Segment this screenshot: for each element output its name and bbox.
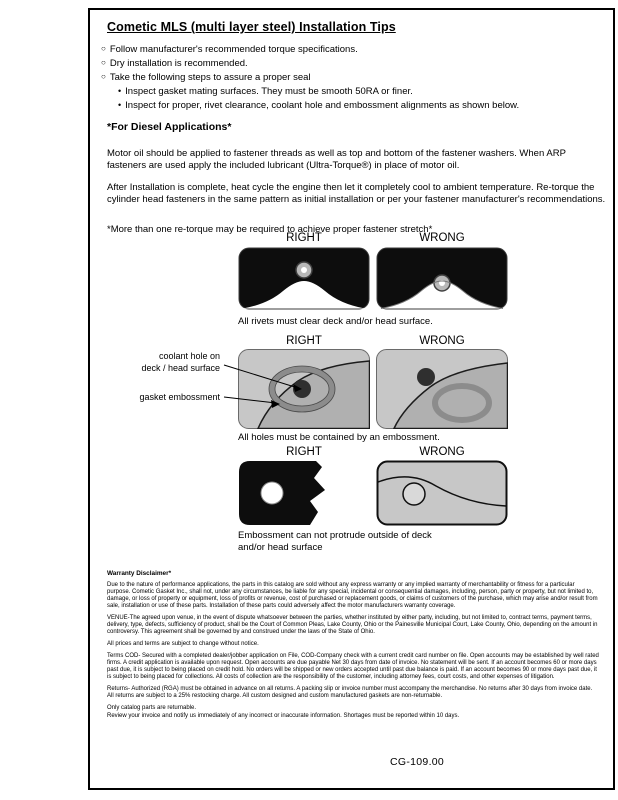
diagram-section — [90, 232, 613, 572]
diagram-protrusion-wrong-image — [376, 460, 508, 526]
bullet-dot-icon: • — [118, 100, 122, 110]
right-label: RIGHT — [286, 335, 322, 347]
tip-text: Inspect gasket mating surfaces. They must be smooth 50RA or finer. — [125, 86, 413, 97]
tip-text: Follow manufacturer's recommended torque specifications. — [109, 44, 358, 55]
disclaimer-paragraph: Due to the nature of performance applications, the parts in this catalog are sold without any express warranty or any implied warranty of merchantability or fitness for a particular purpose. Cometic Gasket Inc., shall not, under any circumstances, be liable for any special, incidental or consequential damages, including, person, party or property, but not limited to, damage, or loss of property or equipment, loss of profits or revenue, cost of purchased or replacement goods, or claims of customers of the purchase, which may arise and/or result from sale, installation or use of these parts. Installation of these parts could adversely affect the motor manufacturers warranty coverage. — [107, 581, 598, 610]
diagram-caption: Embossment can not protrude outside of deck and/or head surface — [238, 530, 432, 553]
wrong-label: WRONG — [419, 446, 465, 458]
diesel-paragraph: Motor oil should be applied to fastener threads as well as top and bottom of the fastener washers. When ARP fasteners are used apply the included lubricant (Ultra-Torque®) in place of motor oil. — [107, 147, 566, 172]
disclaimer-paragraph: Only catalog parts are returnable. — [107, 704, 197, 711]
diesel-paragraph: After Installation is complete, heat cycle the engine then let it completely cool to ambient temperature. Re-torque the cylinder head fasteners in the same pattern as initial installation or per your fastener manufacturer's recommendations. — [107, 181, 606, 206]
list-item — [101, 100, 519, 111]
diagram-protrusion-right-image — [238, 460, 370, 526]
right-label: RIGHT — [286, 232, 322, 244]
diagram-rivet-right-image — [238, 247, 370, 310]
diagram-caption: All holes must be contained by an embossment. — [238, 432, 440, 443]
wrong-label: WRONG — [419, 335, 465, 347]
page-frame — [88, 8, 615, 790]
label-arrow-lines — [222, 358, 322, 418]
page-number: CG-109.00 — [390, 756, 445, 768]
right-label: RIGHT — [286, 446, 322, 458]
diagram-embossment-wrong-image — [376, 349, 508, 429]
wrong-label: WRONG — [419, 232, 465, 244]
list-item — [101, 44, 519, 55]
disclaimer-paragraph: VENUE-The agreed upon venue, in the event of dispute whatsoever between the parties, whether instituted by either party, including, but not limited to, contract terms, payment terms, delivery, type, defects, sufficiency of product, shall be the Court of Common Pleas, Lake County, Ohio or the Painesville Municipal Court, Lake County, Ohio, depending on the amount in controversy. This agreement shall be governed by and construed under the laws of the State of Ohio. — [107, 614, 598, 636]
disclaimer-paragraph: Returns- Authorized (RGA) must be obtained in advance on all returns. A packing slip or invoice number must accompany the merchandise. No returns after 30 days from invoice date. All returns are subject to a 25% restocking charge. All custom designed and custom manufactured gaskets are non-returnable. — [107, 685, 593, 700]
installation-tips-list — [101, 44, 519, 114]
tip-text: Dry installation is recommended. — [109, 58, 248, 69]
diagram-caption: All rivets must clear deck and/or head surface. — [238, 316, 433, 327]
diesel-applications-heading: *For Diesel Applications* — [107, 121, 232, 133]
list-item — [101, 86, 519, 97]
bullet-circle-icon: ○ — [101, 44, 106, 53]
gasket-embossment-label: gasket embossment — [139, 392, 220, 402]
tip-text: Inspect for proper, rivet clearance, coolant hole and embossment alignments as shown below. — [125, 100, 520, 111]
disclaimer-paragraph: All prices and terms are subject to change without notice. — [107, 641, 259, 647]
bullet-dot-icon: • — [118, 86, 122, 96]
bullet-circle-icon: ○ — [101, 72, 106, 81]
coolant-hole-label: coolant hole on deck / head surface — [141, 351, 220, 373]
warranty-disclaimer — [107, 570, 599, 725]
disclaimer-paragraph: Terms COD- Secured with a completed dealer/jobber application on File, COD-Company check with a current credit card number on file. Open accounts may be established by well rated firms. A credit application is available upon request. Open accounts are due payable Net 30 days from date of invoice. No statement will be sent. If an account becomes 60 or more days past due, it is subject to being placed on credit hold. No orders will be shipped or new orders accepted until past due balance is paid. If an account becomes 90 or more days past due, it is subject to being placed for collections. All costs of collection are the responsibility of the customer, including attorney fees, court costs, and other expenses of litigation. — [107, 652, 599, 681]
tip-text: Take the following steps to assure a proper seal — [109, 72, 311, 83]
page-title: Cometic MLS (multi layer steel) Installation Tips — [107, 20, 396, 34]
list-item — [101, 58, 519, 69]
disclaimer-paragraph: Review your invoice and notify us immediately of any incorrect or inaccurate information. Shortages must be reported within 10 days. — [107, 713, 460, 719]
diagram-rivet-wrong-image — [376, 247, 508, 310]
bullet-circle-icon: ○ — [101, 58, 106, 67]
disclaimer-heading: Warranty Disclaimer* — [107, 570, 172, 577]
retorque-note: *More than one re-torque may be required to achieve proper fastener stretch* — [107, 223, 433, 235]
list-item — [101, 72, 519, 83]
